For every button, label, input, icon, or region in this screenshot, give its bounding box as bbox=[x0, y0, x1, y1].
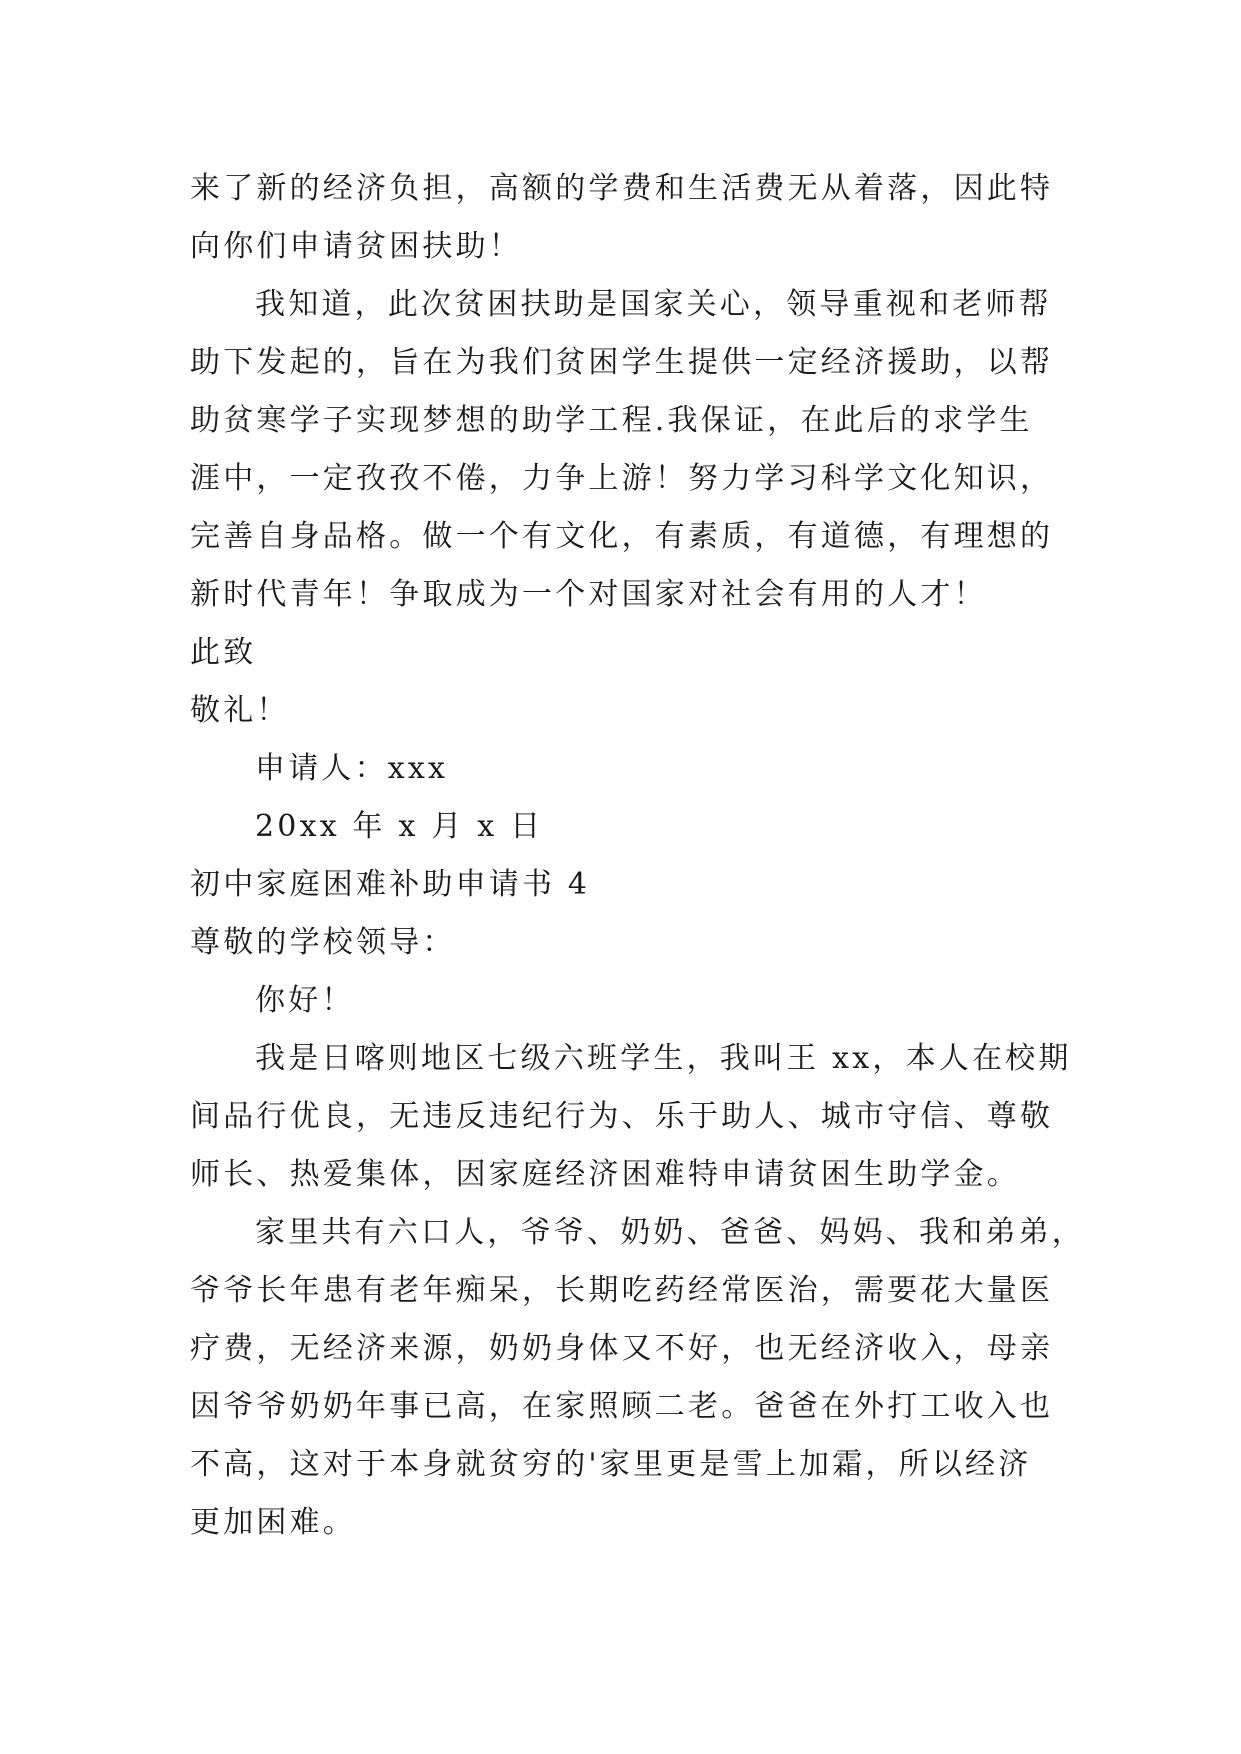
greeting-hello: 你好！ bbox=[255, 983, 355, 1018]
paragraph-line: 不高，这对于本身就贫穷的'家里更是雪上加霜，所以经济 bbox=[190, 1447, 1032, 1482]
paragraph-line: 来了新的经济负担，高额的学费和生活费无从着落，因此特 bbox=[190, 171, 1054, 206]
closing-salutation: 此致 bbox=[190, 635, 257, 670]
section-title: 初中家庭困难补助申请书 4 bbox=[190, 867, 591, 902]
applicant-signature: 申请人：xxx bbox=[255, 751, 449, 786]
paragraph-line: 我是日喀则地区七级六班学生，我叫王 xx，本人在校期 bbox=[255, 1041, 1072, 1076]
paragraph-line: 新时代青年！争取成为一个对国家对社会有用的人才！ bbox=[190, 577, 987, 612]
paragraph-line: 完善自身品格。做一个有文化，有素质，有道德，有理想的 bbox=[190, 519, 1054, 554]
paragraph-line: 涯中，一定孜孜不倦，力争上游！努力学习科学文化知识， bbox=[190, 461, 1054, 496]
paragraph-line: 助下发起的，旨在为我们贫困学生提供一定经济援助，以帮 bbox=[190, 345, 1054, 380]
paragraph-line: 疗费，无经济来源，奶奶身体又不好，也无经济收入，母亲 bbox=[190, 1331, 1054, 1366]
greeting-recipient: 尊敬的学校领导： bbox=[190, 925, 456, 960]
closing-regards: 敬礼！ bbox=[190, 693, 290, 728]
paragraph-line: 因爷爷奶奶年事已高，在家照顾二老。爸爸在外打工收入也 bbox=[190, 1389, 1054, 1424]
paragraph-line: 我知道，此次贫困扶助是国家关心，领导重视和老师帮 bbox=[255, 287, 1052, 322]
paragraph-line: 助贫寒学子实现梦想的助学工程.我保证，在此后的求学生 bbox=[190, 403, 1033, 438]
paragraph-line: 爷爷长年患有老年痴呆，长期吃药经常医治，需要花大量医 bbox=[190, 1273, 1054, 1308]
paragraph-line: 间品行优良，无违反违纪行为、乐于助人、城市守信、尊敬 bbox=[190, 1099, 1054, 1134]
paragraph-line: 更加困难。 bbox=[190, 1505, 356, 1540]
paragraph-line: 向你们申请贫困扶助！ bbox=[190, 229, 522, 264]
paragraph-line: 家里共有六口人，爷爷、奶奶、爸爸、妈妈、我和弟弟， bbox=[255, 1215, 1085, 1250]
date-line: 20xx 年 x 月 x 日 bbox=[255, 809, 544, 844]
paragraph-line: 师长、热爱集体，因家庭经济困难特申请贫困生助学金。 bbox=[190, 1157, 1020, 1192]
